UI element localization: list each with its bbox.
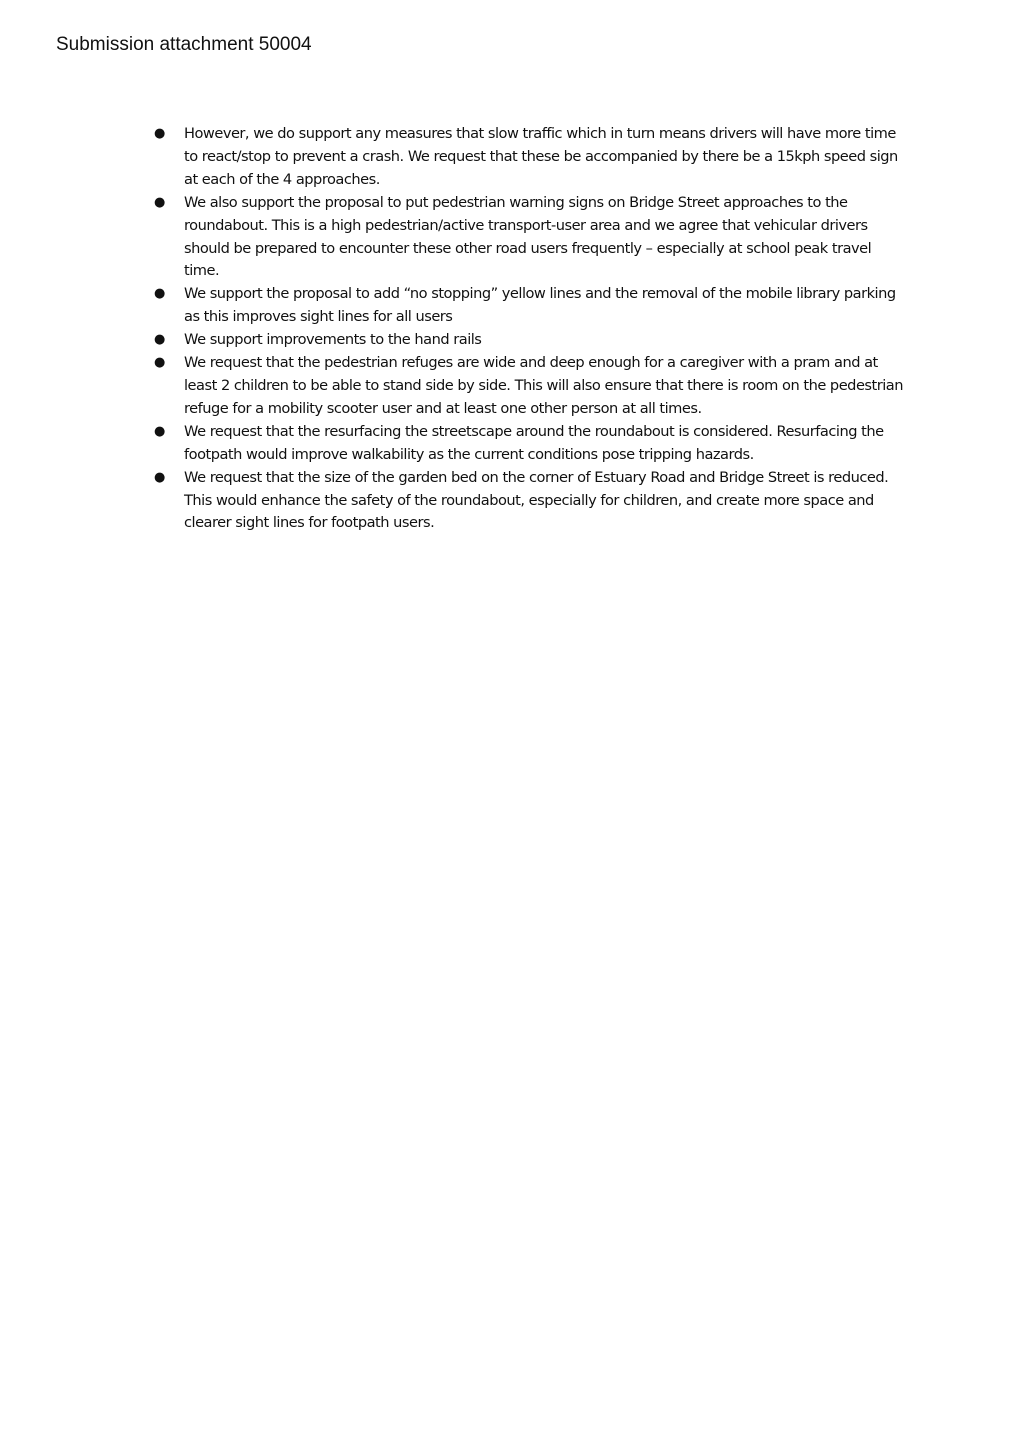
list-item-text: We request that the pedestrian refuges are wide and deep enough for a caregiver with a pram and at least 2 children to be able to stand side by side. This will also ensure that there is room on the pedestrian refuge for a mobility scooter user and at least one other person at all times. [184,354,903,417]
page-title: Submission attachment 50004 [56,34,312,55]
list-item-text: We also support the proposal to put pedestrian warning signs on Bridge Street approaches to the roundabout. This is a high pedestrian/active transport-user area and we agree that vehicular drivers should be prepared to encounter these other road users frequently – especially at school peak travel time. [184,193,872,280]
list-item-text: We support the proposal to add “no stopping” yellow lines and the removal of the mobile library parking as this improves sight lines for all users [184,285,896,326]
list-item [146,123,906,192]
list-item [146,352,906,421]
list-item-text: However, we do support any measures that slow traffic which in turn means drivers will have more time to react/stop to prevent a crash. We request that these be accompanied by there be a 15kph speed sign at each of the 4 approaches. [184,125,898,188]
bullet-icon: ● [154,332,166,348]
list-item [146,283,906,329]
bullet-icon: ● [154,469,166,485]
list-item-text: We support improvements to the hand rails [184,331,482,349]
list-item-text: We request that the resurfacing the streetscape around the roundabout is considered. Resurfacing the footpath would improve walkability as the current conditions pose tripping hazards. [184,422,884,463]
list-item [146,329,906,352]
bullet-icon: ● [154,423,166,439]
list-item [146,192,906,284]
list-item-text: We request that the size of the garden bed on the corner of Estuary Road and Bridge Street is reduced. This would enhance the safety of the roundabout, especially for children, and create more space and clearer sight lines for footpath users. [184,468,889,532]
list-item [146,467,906,536]
bullet-icon: ● [154,194,166,210]
bullet-icon: ● [154,286,166,302]
bullet-icon: ● [154,126,166,141]
list-item [146,421,906,467]
bullet-icon: ● [154,355,166,371]
bullet-list [146,123,906,535]
